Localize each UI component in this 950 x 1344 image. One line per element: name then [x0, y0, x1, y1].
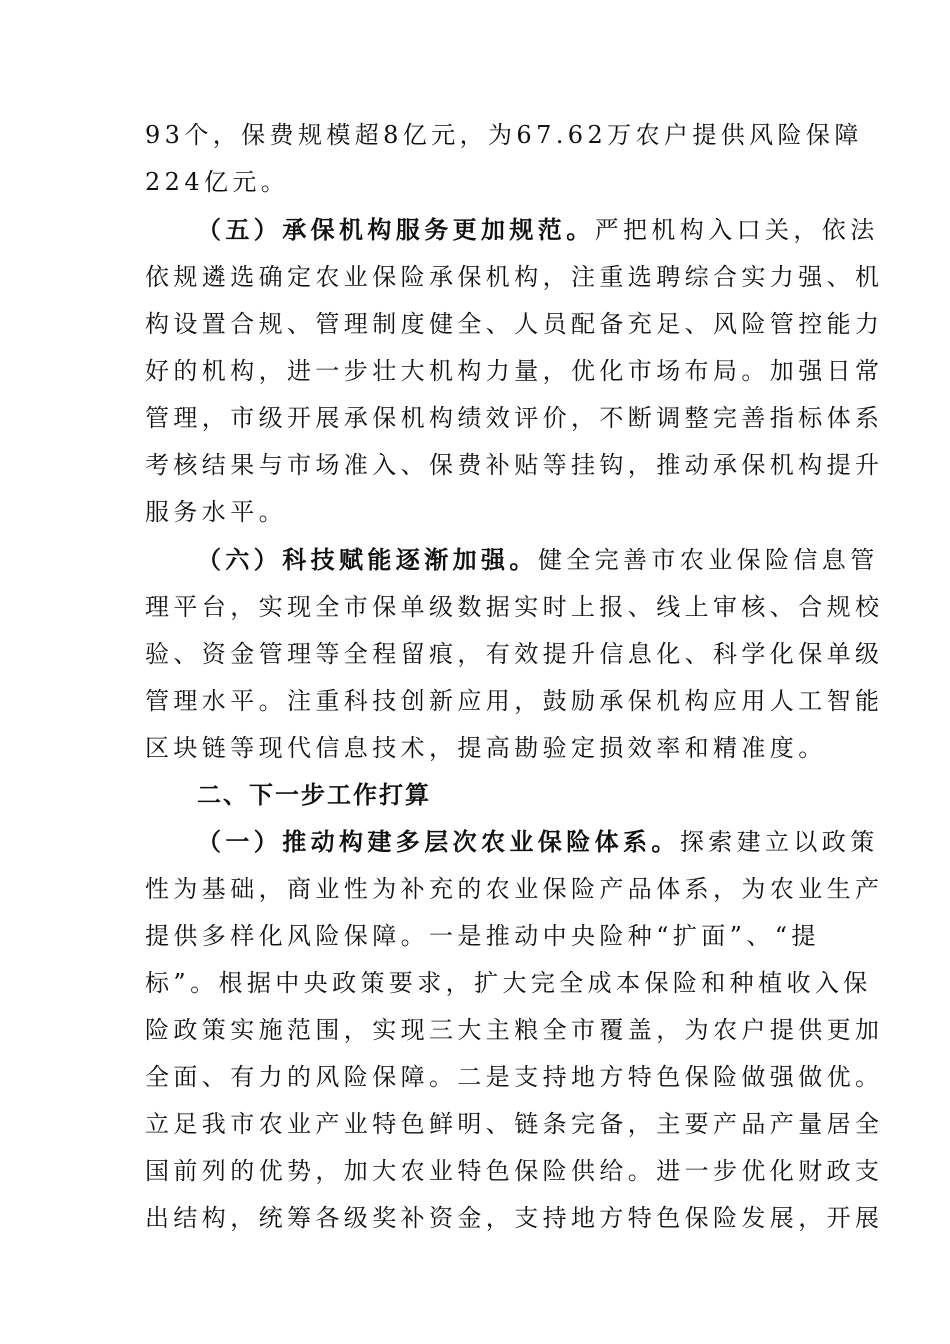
paragraph-line-20: 险政策实施范围，实现三大主粮全市覆盖，为农户提供更加	[145, 1016, 884, 1044]
paragraph-line-11: 理平台，实现全市保单级数据实时上报、线上审核、合规校	[145, 593, 884, 621]
paragraph-line-24: 出结构，统筹各级奖补资金，支持地方特色保险发展，开展	[145, 1204, 884, 1232]
paragraph-line-18: 提供多样化风险保障。一是推动中央险种“扩面”、“提	[145, 922, 820, 950]
section-five-title: （五）承保机构服务更加规范。	[197, 215, 595, 244]
subsection-one-title: （一）推动构建多层次农业保险体系。	[197, 827, 680, 856]
paragraph-line-4: 依规遴选确定农业保险承保机构，注重选聘综合实力强、机	[145, 263, 884, 291]
paragraph-line-2: 224亿元。	[145, 168, 290, 196]
paragraph-line-6: 好的机构，进一步壮大机构力量，优化市场布局。加强日常	[145, 357, 884, 385]
paragraph-line-5: 构设置合规、管理制度健全、人员配备充足、风险管控能力	[145, 310, 884, 338]
paragraph-line-22: 立足我市农业产业特色鲜明、链条完备，主要产品产量居全	[145, 1110, 884, 1138]
section-five-heading-line: （五）承保机构服务更加规范。严把机构入口关，依法	[197, 215, 879, 244]
paragraph-line-12: 验、资金管理等全程留痕，有效提升信息化、科学化保单级	[145, 640, 884, 668]
paragraph-line-14: 区块链等现代信息技术，提高勘验定损效率和精准度。	[145, 734, 827, 762]
paragraph-line-17: 性为基础，商业性为补充的农业保险产品体系，为农业生产	[145, 875, 884, 903]
paragraph-line-8: 考核结果与市场准入、保费补贴等挂钩，推动承保机构提升	[145, 451, 884, 479]
paragraph-line-21: 全面、有力的风险保障。二是支持地方特色保险做强做优。	[145, 1063, 884, 1091]
section-six-title: （六）科技赋能逐渐加强。	[197, 545, 538, 574]
paragraph-line-19: 标”。根据中央政策要求，扩大完全成本保险和种植收入保	[145, 969, 872, 997]
paragraph-line-1: 93个，保费规模超8亿元，为67.62万农户提供风险保障	[145, 121, 863, 149]
section-two-heading: 二、下一步工作打算	[197, 781, 431, 809]
paragraph-line-13: 管理水平。注重科技创新应用，鼓励承保机构应用人工智能	[145, 687, 884, 715]
paragraph-line-7: 管理，市级开展承保机构绩效评价，不断调整完善指标体系	[145, 404, 884, 432]
paragraph-line-23: 国前列的优势，加大农业特色保险供给。进一步优化财政支	[145, 1157, 884, 1185]
section-six-heading-line: （六）科技赋能逐渐加强。健全完善市农业保险信息管	[197, 545, 879, 574]
subsection-one-heading-line: （一）推动构建多层次农业保险体系。探索建立以政策	[197, 827, 879, 856]
paragraph-line-9: 服务水平。	[145, 498, 287, 526]
